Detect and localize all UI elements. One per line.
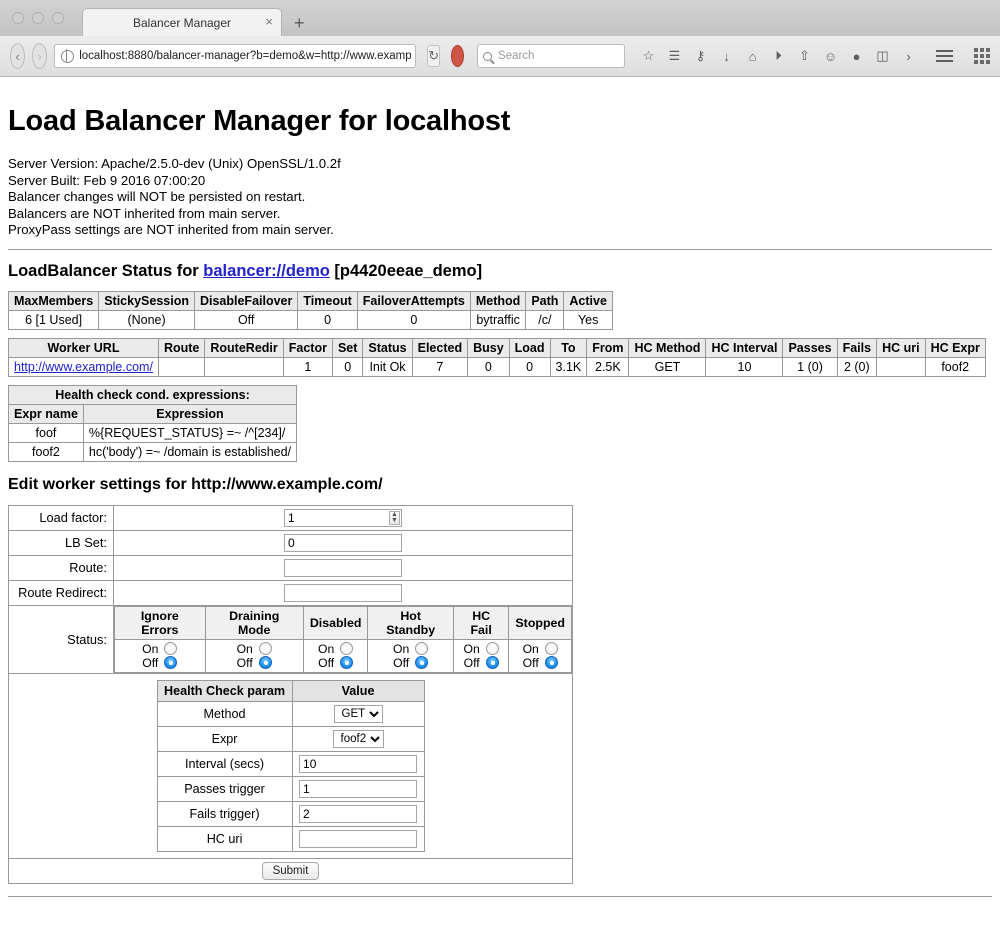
form-row-route [9, 555, 573, 580]
on-label: On [522, 641, 539, 656]
bookmark-star-icon[interactable]: ☆ [642, 48, 655, 63]
disabled-on[interactable] [310, 642, 362, 656]
td-stickysession: (None) [99, 310, 195, 329]
th-hc-param: Health Check param [157, 680, 292, 701]
window-controls[interactable] [12, 12, 64, 24]
close-window-button[interactable] [12, 12, 24, 24]
off-label: Off [236, 655, 253, 670]
hc-fails-cell [292, 801, 424, 826]
maximize-window-button[interactable] [52, 12, 64, 24]
home-icon[interactable]: ⌂ [748, 48, 757, 64]
route-input[interactable] [284, 559, 402, 577]
pocket-icon[interactable]: ⇧ [799, 48, 810, 63]
table-header-row [9, 291, 613, 310]
noscript-icon[interactable] [451, 45, 464, 67]
ignore-errors-off[interactable] [121, 656, 199, 670]
td-hc-method: GET [629, 357, 706, 376]
td-routeredir [205, 357, 283, 376]
radio-on[interactable] [545, 642, 558, 655]
status-grid [114, 606, 572, 673]
lb-set-label: LB Set: [9, 530, 114, 555]
url-text: localhost:8880/balancer-manager?b=demo&w=http://www.examp [79, 50, 412, 62]
server-version: Server Version: Apache/2.5.0-dev (Unix) OpenSSL/1.0.2f [8, 156, 341, 171]
td-busy: 0 [468, 357, 510, 376]
hc-fail-off[interactable] [460, 656, 503, 670]
balancer-heading [8, 262, 992, 281]
on-label: On [142, 641, 159, 656]
submit-cell [9, 858, 573, 883]
hc-fails-label: Fails trigger) [157, 801, 292, 826]
td-expr-name: foof2 [9, 442, 84, 461]
off-label: Off [142, 655, 159, 670]
td-load: 0 [509, 357, 550, 376]
radio-off[interactable] [415, 656, 428, 669]
menu-icon[interactable] [936, 50, 953, 62]
td-hc-expr: foof2 [925, 357, 985, 376]
search-input[interactable] [477, 44, 625, 68]
table-row [157, 751, 424, 776]
hc-expr-cell [292, 726, 424, 751]
th-maxmembers: MaxMembers [9, 291, 99, 310]
td-hc-uri [877, 357, 926, 376]
on-label: On [318, 641, 335, 656]
th-stopped: Stopped [509, 606, 572, 639]
table-row [157, 826, 424, 851]
th-set: Set [332, 338, 362, 357]
send-icon[interactable]: ⏵ [775, 48, 782, 63]
hc-method-select[interactable] [334, 705, 383, 723]
td-disabled [303, 639, 368, 672]
td-fails: 2 (0) [837, 357, 877, 376]
table-row [9, 357, 986, 376]
hc-expr-label: Expr [157, 726, 292, 751]
hc-expr-select[interactable] [333, 730, 384, 748]
td-expression: %{REQUEST_STATUS} =~ /^[234]/ [83, 423, 296, 442]
load-factor-label: Load factor: [9, 505, 114, 530]
table-header-row [157, 680, 424, 701]
shield-icon[interactable]: ⚷ [695, 48, 706, 63]
palette-icon[interactable]: ● [852, 48, 861, 64]
th-disabled: Disabled [303, 606, 368, 639]
radio-off[interactable] [486, 656, 499, 669]
worker-table [8, 338, 986, 377]
th-hc-value: Value [292, 680, 424, 701]
hc-passes-label: Passes trigger [157, 776, 292, 801]
table-caption-row [9, 385, 297, 404]
th-disablefailover: DisableFailover [194, 291, 297, 310]
td-failoverattempts: 0 [357, 310, 470, 329]
tab-bar [0, 0, 1000, 36]
table-header-row [9, 404, 297, 423]
th-worker-url: Worker URL [9, 338, 159, 357]
server-info [8, 156, 992, 239]
table-row [157, 801, 424, 826]
th-passes: Passes [783, 338, 837, 357]
radio-off[interactable] [164, 656, 177, 669]
stepper-arrows-icon[interactable]: ▲ ▼ [389, 511, 400, 525]
th-timeout: Timeout [298, 291, 357, 310]
td-worker-url [9, 357, 159, 376]
divider [8, 249, 992, 250]
health-check-param-table [157, 680, 425, 852]
th-from: From [587, 338, 629, 357]
chevron-down-icon[interactable]: › [906, 48, 911, 64]
th-expr-name: Expr name [9, 404, 84, 423]
hc-uri-cell [292, 826, 424, 851]
search-icon [483, 52, 492, 61]
td-from: 2.5K [587, 357, 629, 376]
th-load: Load [509, 338, 550, 357]
browser-chrome [0, 0, 1000, 77]
th-factor: Factor [283, 338, 332, 357]
persist-note: Balancer changes will NOT be persisted on restart. [8, 189, 306, 205]
proxypass-note: ProxyPass settings are NOT inherited from main server. [8, 222, 334, 238]
td-disablefailover: Off [194, 310, 297, 329]
td-expr-name: foof [9, 423, 84, 442]
form-row-route-redirect [9, 580, 573, 605]
th-hc-fail: HC Fail [453, 606, 509, 639]
td-hc-fail [453, 639, 509, 672]
th-routeredir: RouteRedir [205, 338, 283, 357]
radio-on[interactable] [486, 642, 499, 655]
health-check-expressions-table [8, 385, 297, 462]
th-status: Status [363, 338, 412, 357]
td-passes: 1 (0) [783, 357, 837, 376]
on-label: On [393, 641, 410, 656]
load-factor-cell [114, 505, 573, 530]
globe-icon [61, 50, 74, 63]
th-busy: Busy [468, 338, 510, 357]
table-row [9, 423, 297, 442]
td-elected: 7 [412, 357, 467, 376]
close-tab-icon[interactable]: × [265, 14, 273, 29]
hc-interval-cell [292, 751, 424, 776]
td-expression: hc('body') =~ /domain is established/ [83, 442, 296, 461]
forward-button[interactable]: › [32, 43, 47, 69]
load-factor-input[interactable] [284, 509, 402, 527]
hc-fails-input[interactable] [299, 805, 417, 823]
disabled-off[interactable] [310, 656, 362, 670]
server-built: Server Built: Feb 9 2016 07:00:20 [8, 172, 206, 188]
edit-worker-heading: Edit worker settings for http://www.example.com/ [8, 475, 383, 493]
hc-fail-on[interactable] [460, 642, 503, 656]
stopped-on[interactable] [515, 642, 565, 656]
td-method: bytraffic [470, 310, 525, 329]
td-stopped [509, 639, 572, 672]
back-button[interactable]: ‹ [10, 43, 25, 69]
th-draining-mode: Draining Mode [205, 606, 303, 639]
lb-set-input[interactable] [284, 534, 402, 552]
td-maxmembers: 6 [1 Used] [9, 310, 99, 329]
route-redirect-input[interactable] [284, 584, 402, 602]
route-redirect-label: Route Redirect: [9, 580, 114, 605]
draining-mode-off[interactable] [212, 656, 297, 670]
th-elected: Elected [412, 338, 467, 357]
table-row [9, 442, 297, 461]
th-hot-standby: Hot Standby [368, 606, 453, 639]
page-title: Load Balancer Manager for localhost [8, 105, 511, 137]
worker-url-link[interactable]: http://www.example.com/ [14, 359, 153, 374]
td-factor: 1 [283, 357, 332, 376]
th-route: Route [158, 338, 204, 357]
table-row [157, 701, 424, 726]
th-hc-method: HC Method [629, 338, 706, 357]
radio-off[interactable] [340, 656, 353, 669]
hc-passes-input[interactable] [299, 780, 417, 798]
balancer-status-table [8, 291, 613, 330]
search-placeholder: Search [498, 50, 535, 62]
th-hc-interval: HC Interval [706, 338, 783, 357]
td-hc-interval: 10 [706, 357, 783, 376]
th-hc-uri: HC uri [877, 338, 926, 357]
ignore-errors-on[interactable] [121, 642, 199, 656]
status-label: Status: [9, 605, 114, 673]
td-route [158, 357, 204, 376]
reload-button[interactable]: ↻ [427, 45, 440, 67]
th-failoverattempts: FailoverAttempts [357, 291, 470, 310]
apps-grid-icon[interactable] [974, 48, 990, 64]
form-row-status [9, 605, 573, 673]
th-stickysession: StickySession [99, 291, 195, 310]
address-bar[interactable] [54, 44, 416, 68]
minimize-window-button[interactable] [32, 12, 44, 24]
form-row-lb-set [9, 530, 573, 555]
radio-on[interactable] [415, 642, 428, 655]
off-label: Off [522, 655, 539, 670]
hc-method-label: Method [157, 701, 292, 726]
balancer-heading-suffix: [p4420eeae_demo] [329, 261, 483, 280]
off-label: Off [318, 655, 335, 670]
reader-icon[interactable]: ☰ [668, 48, 681, 63]
form-row-submit [9, 858, 573, 883]
browser-tab[interactable] [82, 8, 282, 36]
radio-off[interactable] [545, 656, 558, 669]
toolbar-icons [640, 47, 990, 66]
td-hot-standby [368, 639, 453, 672]
table-header-row [9, 338, 986, 357]
table-row [157, 726, 424, 751]
radio-off[interactable] [259, 656, 272, 669]
navigation-bar [0, 36, 1000, 76]
on-label: On [463, 641, 480, 656]
th-path: Path [526, 291, 564, 310]
th-active: Active [564, 291, 613, 310]
bottom-divider [8, 896, 992, 897]
hc-method-cell [292, 701, 424, 726]
hc-interval-label: Interval (secs) [157, 751, 292, 776]
td-path: /c/ [526, 310, 564, 329]
form-row-load-factor [9, 505, 573, 530]
tab-title: Balancer Manager [132, 15, 232, 30]
hot-standby-off[interactable] [374, 656, 446, 670]
submit-button[interactable]: Submit [262, 862, 320, 880]
battery-icon[interactable]: ◫ [876, 48, 889, 63]
hc-passes-cell [292, 776, 424, 801]
status-radio-row [115, 639, 572, 672]
td-ignore-errors [115, 639, 206, 672]
hot-standby-on[interactable] [374, 642, 446, 656]
new-tab-button[interactable]: + [294, 13, 305, 33]
load-factor-stepper[interactable] [284, 509, 402, 527]
th-expression: Expression [83, 404, 296, 423]
table-row [9, 310, 613, 329]
lb-set-cell [114, 530, 573, 555]
page-content [0, 77, 1000, 897]
th-to: To [550, 338, 587, 357]
balancer-link[interactable]: balancer://demo [203, 261, 330, 280]
th-method: Method [470, 291, 525, 310]
status-cell [114, 605, 573, 673]
worker-settings-form [8, 505, 573, 884]
radio-on[interactable] [340, 642, 353, 655]
stopped-off[interactable] [515, 656, 565, 670]
td-to: 3.1K [550, 357, 587, 376]
route-label: Route: [9, 555, 114, 580]
td-active: Yes [564, 310, 613, 329]
hc-expressions-caption: Health check cond. expressions: [9, 385, 297, 404]
route-redirect-cell [114, 580, 573, 605]
off-label: Off [393, 655, 410, 670]
table-row [157, 776, 424, 801]
hc-uri-label: HC uri [157, 826, 292, 851]
route-cell [114, 555, 573, 580]
smiley-icon[interactable]: ☺ [823, 48, 838, 64]
form-row-health-check [9, 673, 573, 858]
off-label: Off [463, 655, 480, 670]
td-set: 0 [332, 357, 362, 376]
radio-on[interactable] [164, 642, 177, 655]
th-hc-expr: HC Expr [925, 338, 985, 357]
draining-mode-on[interactable] [212, 642, 297, 656]
on-label: On [236, 641, 253, 656]
hc-interval-input[interactable] [299, 755, 417, 773]
balancer-heading-prefix: LoadBalancer Status for [8, 261, 204, 280]
th-fails: Fails [837, 338, 877, 357]
download-icon[interactable]: ↓ [723, 48, 730, 64]
hc-uri-input[interactable] [299, 830, 417, 848]
td-timeout: 0 [298, 310, 357, 329]
th-ignore-errors: Ignore Errors [115, 606, 206, 639]
inherit-note: Balancers are NOT inherited from main server. [8, 205, 281, 221]
health-check-cell [9, 673, 573, 858]
radio-on[interactable] [259, 642, 272, 655]
td-status: Init Ok [363, 357, 412, 376]
td-draining-mode [205, 639, 303, 672]
status-header-row [115, 606, 572, 639]
